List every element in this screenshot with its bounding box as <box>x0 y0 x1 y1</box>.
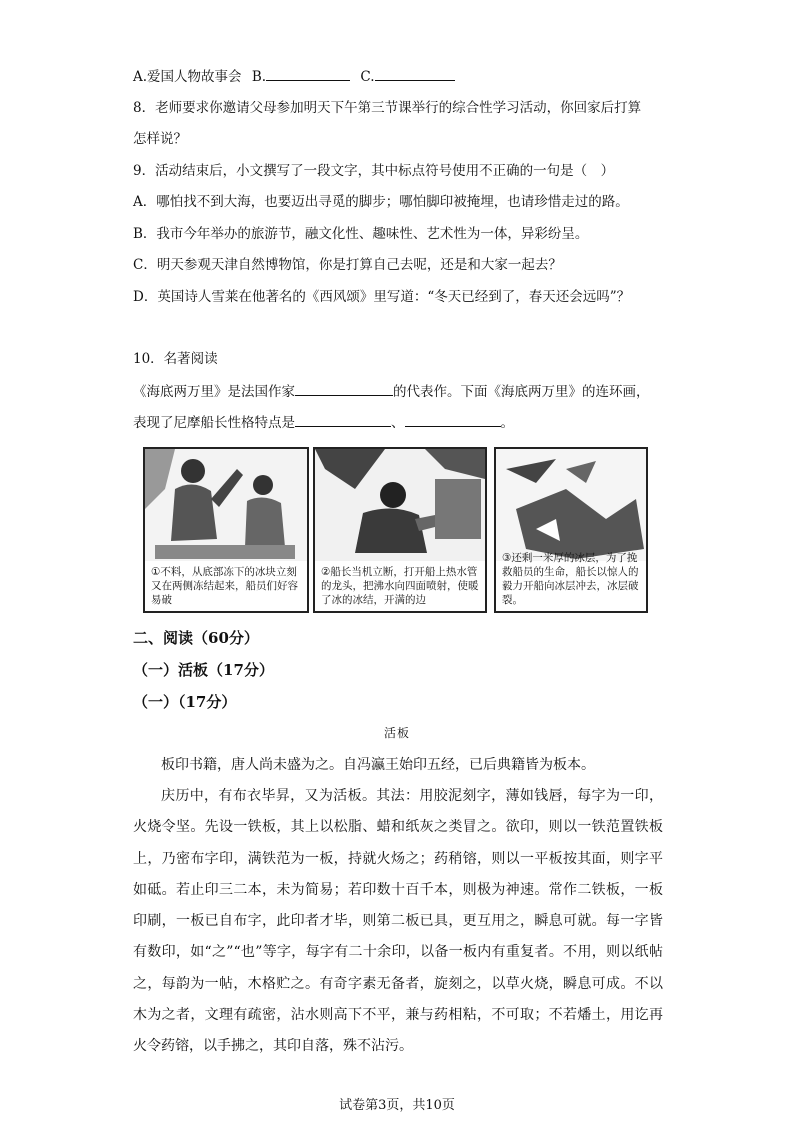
comic-panel-2 <box>313 447 487 613</box>
comic-panel-3 <box>494 447 648 613</box>
comic-1-caption: ①不料，从底部冻下的冰块立刻又在两侧冻结起来，船员们好容易破 <box>151 566 298 606</box>
q9-option-a: A．哪怕找不到大海，也要迈出寻觅的脚步；哪怕脚印被掩埋，也请珍惜走过的路。 <box>133 194 629 210</box>
subsection-heading-1: （一）活板（17分） <box>133 661 274 679</box>
passage-paragraph-1: 板印书籍，唐人尚未盛为之。自冯瀛王始印五经，已后典籍皆为板本。 <box>161 757 595 773</box>
q9-stem: 9．活动结束后，小文撰写了一段文字，其中标点符号使用不正确的一句是（ ） <box>133 163 615 179</box>
subsection-heading-2: （一）（17分） <box>133 693 237 711</box>
comic-2-caption: ②船长当机立断，打开船上热水管的龙头，把沸水向四面喷射，使暖了冰的冰结，开满的边 <box>321 566 479 606</box>
comic-3-caption: ③还剩一米厚的冰层，为了挽救船员的生命，船长以惊人的毅力开船向冰层冲去，冰层破裂。 <box>502 552 639 606</box>
q9-option-d: D．英国诗人雪莱在他著名的《西风颂》里写道：“冬天已经到了，春天还会远吗”？ <box>133 289 631 305</box>
q10-line2-a: 表现了尼摩船长性格特点是 <box>133 415 295 431</box>
q9-option-b: B．我市今年举办的旅游节，融文化性、趣味性、艺术性为一体，异彩纷呈。 <box>133 226 589 242</box>
q8-line1: 8．老师要求你邀请父母参加明天下午第三节课举行的综合性学习活动，你回家后打算 <box>133 100 642 116</box>
comic-panel-1 <box>143 447 309 613</box>
section-heading: 二、阅读（60分） <box>133 629 259 647</box>
q8-line2: 怎样说？ <box>133 131 187 147</box>
q10-author-blank[interactable] <box>295 381 393 396</box>
q7-options <box>133 66 455 87</box>
q10-line2 <box>133 412 514 433</box>
passage-title: 活板 <box>384 726 411 740</box>
q7-blank-c[interactable] <box>375 66 455 81</box>
q7-option-c: C. <box>360 69 375 85</box>
q10-title: 10．名著阅读 <box>133 351 218 367</box>
q10-trait-blank-1[interactable] <box>295 412 391 427</box>
q7-option-a: A.爱国人物故事会 <box>133 69 242 85</box>
q10-line1-a: 《海底两万里》是法国作家 <box>133 384 295 400</box>
page-footer: 试卷第3页，共10页 <box>339 1098 455 1113</box>
q10-line1 <box>133 381 650 402</box>
q7-blank-b[interactable] <box>266 66 350 81</box>
q10-trait-blank-2[interactable] <box>405 412 501 427</box>
passage-paragraph-2: 庆历中，有布衣毕昇，又为活板。其法：用胶泥刻字，薄如钱唇，每字为一印，火烧令坚。先设一铁板，其上以松脂、蜡和纸灰之类冒之。欲印，则以一铁范置铁板上，乃密布字印，满铁范为一板，持就火炀之；药稍镕，则以一平板按其面，则字平如砥。若止印三二本，未为简易；若印数十百千本，则极为神速。常作二铁板，一板印刷，一板已自布字，此印者才毕，则第二板已具，更互用之，瞬息可就。每一字皆有数印，如“之”“也”等字，每字有二十余印，以备一板内有重复者。不用，则以纸帖之，每韵为一帖，木格贮之。有奇字素无备者，旋刻之，以草火烧，瞬息可成。不以木为之者，文理有疏密，沾水则高下不平，兼与药相粘，不可取；不若燔土，用讫再火令药镕，以手拂之，其印自落，殊不沾污。 <box>133 788 663 1055</box>
q9-option-c: C．明天参观天津自然博物馆，你是打算自己去呢，还是和大家一起去？ <box>133 257 562 273</box>
q10-line2-end: 。 <box>500 415 514 431</box>
q10-line2-sep: 、 <box>391 415 405 431</box>
q10-line1-b: 的代表作。下面《海底两万里》的连环画， <box>393 384 650 400</box>
q7-option-b: B. <box>251 69 267 85</box>
